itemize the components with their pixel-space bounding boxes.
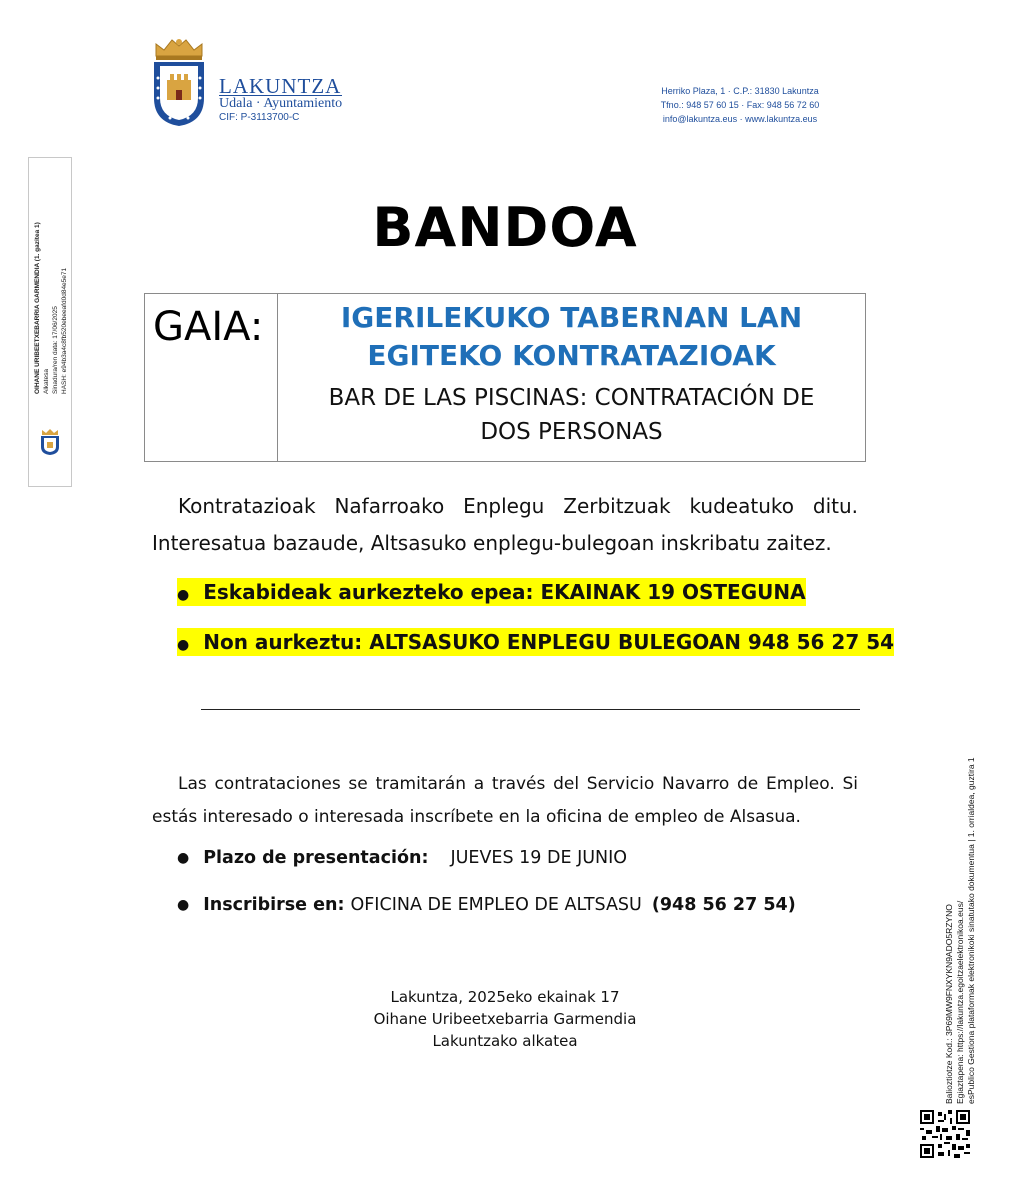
- subject-basque-line: EGITEKO KONTRATAZIOAK: [367, 339, 776, 372]
- bullet-label: Inscribirse en:: [203, 895, 345, 915]
- validation-text: [944, 744, 977, 1104]
- bullet-value: JUEVES 19 DE JUNIO: [450, 848, 628, 868]
- municipality-coat-of-arms-logo: [150, 38, 208, 128]
- subject-spanish-line: DOS PERSONAS: [480, 419, 663, 445]
- basque-bullet-deadline: [177, 578, 806, 606]
- contact-info: [640, 84, 840, 126]
- subject-label-cell: [145, 294, 278, 461]
- document-title: BANDOA: [372, 196, 638, 259]
- signature-block: [0, 986, 1010, 1052]
- signature-strip-line: Alkatesa: [43, 369, 50, 394]
- contact-address: Herriko Plaza, 1 · C.P.: 31830 Lakuntza: [661, 86, 819, 96]
- subject-basque-title: [278, 299, 865, 375]
- signature-role: Lakuntzako alkatea: [432, 1032, 578, 1050]
- bullet-value: OFICINA DE EMPLEO DE ALTSASU: [350, 895, 642, 915]
- basque-bullet-location: [177, 628, 894, 656]
- signature-strip-text: [33, 154, 69, 394]
- subject-spanish-title: [278, 381, 865, 449]
- contact-web: info@lakuntza.eus · www.lakuntza.eus: [662, 114, 818, 124]
- subject-spanish-line: BAR DE LAS PISCINAS: CONTRATACIÓN DE: [328, 385, 815, 411]
- subject-basque-line: IGERILEKUKO TABERNAN LAN: [340, 301, 803, 334]
- organization-subtitle: Udala · Ayuntamiento: [219, 96, 343, 111]
- spanish-paragraph: Las contrataciones se tramitarán a través del Servicio Navarro de Empleo. Si estás interesado o interesada inscríbete en la oficina de empleo de Alsasua.: [152, 774, 858, 827]
- bullet-icon: ●: [177, 897, 190, 913]
- basque-paragraph: Kontratazioak Nafarroako Enplegu Zerbitzuak kudeatuko ditu. Interesatua bazaude, Altsasuko enplegu-bulegoan inskribatu zaitez.: [152, 494, 858, 555]
- signature-strip-line: Sinadura/ren data: 17/06/2025: [52, 306, 59, 394]
- highlighted-text: [177, 628, 894, 656]
- signature-name: Oihane Uribeetxebarria Garmendia: [373, 1010, 637, 1028]
- subject-label: GAIA:: [153, 304, 264, 350]
- organization-name: LAKUNTZA: [219, 74, 342, 98]
- validation-line: Balioztiotze Kod.: 3P69MW9FNXYKN9ADO5RZYNO: [944, 904, 954, 1104]
- spanish-bullet-deadline: [177, 848, 627, 868]
- bullet-label: Plazo de presentación:: [203, 848, 429, 868]
- validation-line: Egiaztapena: https://lakuntza.egoitzaelektronikoa.eus/: [955, 900, 965, 1104]
- bullet-phone: (948 56 27 54): [651, 895, 796, 915]
- highlighted-text: [177, 578, 806, 606]
- bullet-icon: ●: [177, 637, 190, 653]
- section-divider: [201, 709, 860, 710]
- contact-phone: Tfno.: 948 57 60 15 · Fax: 948 56 72 60: [660, 100, 820, 110]
- bullet-icon: ●: [177, 587, 190, 603]
- signature-strip-line: OIHANE URIBEETXEBARRIA GARMENDIA (1. gazitea 1): [34, 222, 41, 394]
- validation-line: esPublico Gestiona plataformak elektronikoki sinatutako dokumentua | 1. orrialdea, guztira 1: [966, 757, 976, 1104]
- bullet-icon: ●: [177, 850, 190, 866]
- subject-content: [278, 294, 865, 461]
- bullet-text: Non aurkeztu: ALTSASUKO ENPLEGU BULEGOAN 948 56 27 54: [203, 630, 895, 654]
- spanish-bullet-location: [177, 895, 796, 915]
- signature-strip-line: HASH: e94b3a4c8fb520ebeeafd0d84e5e71: [61, 267, 68, 394]
- organization-cif: CIF: P-3113700-C: [219, 112, 300, 123]
- signature-place-date: Lakuntza, 2025eko ekainak 17: [390, 988, 620, 1006]
- subject-box: [144, 293, 866, 462]
- bullet-text: Eskabideak aurkezteko epea: EKAINAK 19 OSTEGUNA: [203, 580, 806, 604]
- small-seal-icon: [39, 428, 61, 456]
- qr-code-icon: [920, 1110, 970, 1158]
